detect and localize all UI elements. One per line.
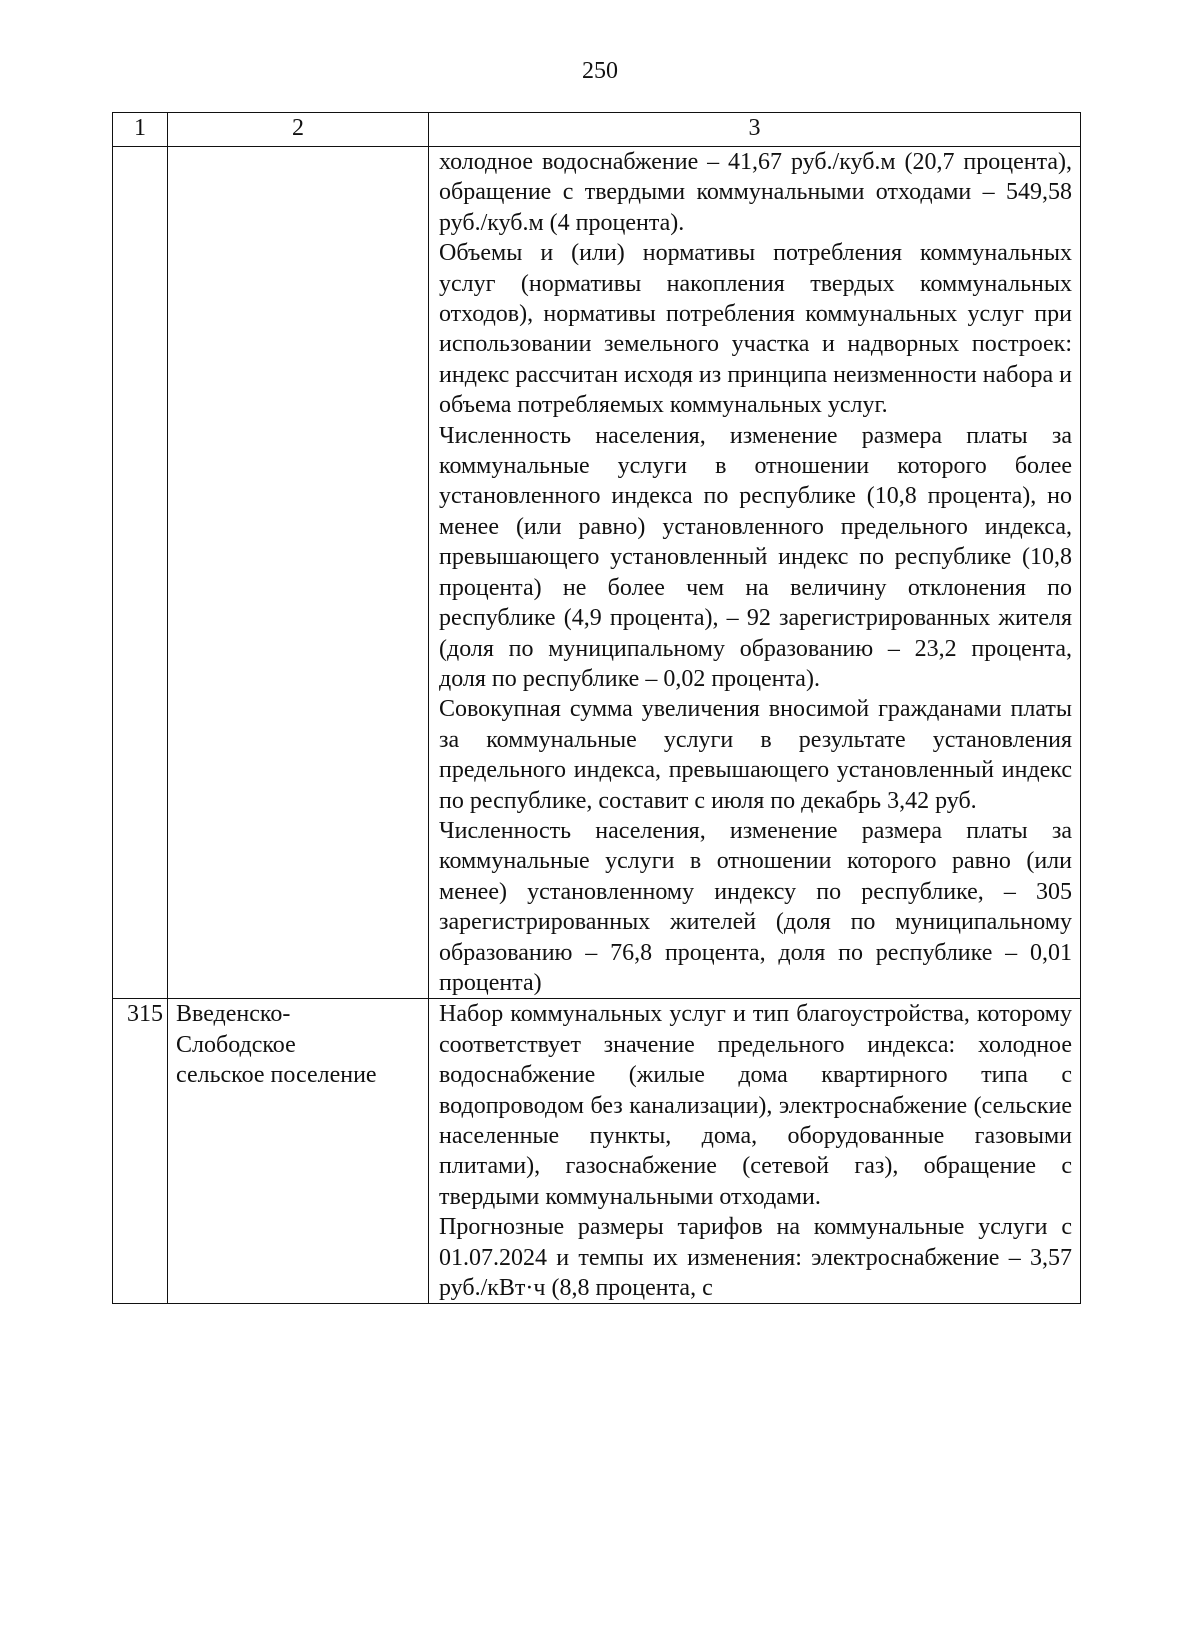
header-col-2: 2 xyxy=(168,113,429,147)
row-number: 315 xyxy=(113,999,168,1304)
tariff-table xyxy=(112,112,1081,1304)
description-paragraph: Прогнозные размеры тарифов на коммунальные услуги с 01.07.2024 и темпы их изменения: электроснабжение – 3,57 руб./кВт·ч (8,8 процента, с xyxy=(439,1214,1072,1302)
header-col-3: 3 xyxy=(429,113,1081,147)
header-col-1: 1 xyxy=(113,113,168,147)
description-paragraph: Набор коммунальных услуг и тип благоустройства, которому соответствует значение предельного индекса: холодное водоснабжение (жилые дома квартирного типа с водопроводом без канализации), электроснабжение (сельские населенные пункты, дома, оборудованные газовыми плитами), газоснабжение (сетевой газ), обращение с твердыми коммунальными отходами. xyxy=(439,1001,1072,1210)
row-description xyxy=(429,999,1081,1304)
page-number: 250 xyxy=(582,58,618,84)
row-number xyxy=(113,147,168,999)
description-paragraph: Совокупная сумма увеличения вносимой гражданами платы за коммунальные услуги в результате установления предельного индекса, превышающего установленный индекс по республике, составит с июля по декабрь 3,42 руб. xyxy=(439,696,1072,814)
row-name xyxy=(168,999,429,1304)
description-paragraph: Численность населения, изменение размера платы за коммунальные услуги в отношении которого равно (или менее) установленному индексу по республике, – 305 зарегистрированных жителей (доля по муниципальному образованию – 76,8 процента, доля по республике – 0,01 процента) xyxy=(439,817,1072,996)
table-row-continuation xyxy=(113,147,1081,999)
municipality-name-line: Введенско- xyxy=(176,1001,291,1028)
table-row-315 xyxy=(113,999,1081,1304)
description-paragraph: холодное водоснабжение – 41,67 руб./куб.м (20,7 процента), обращение с твердыми коммунальными отходами – 549,58 руб./куб.м (4 процента). xyxy=(439,149,1072,236)
table-header-row xyxy=(113,113,1081,147)
municipality-name-line: Слободское xyxy=(176,1031,296,1058)
row-description xyxy=(429,147,1081,999)
municipality-name-line: сельское поселение xyxy=(176,1062,377,1089)
description-paragraph: Численность населения, изменение размера платы за коммунальные услуги в отношении которого более установленного индекса по республике (10,8 процента), но менее (или равно) установленного предельного индекса, превышающего установленный индекс по республике (10,8 процента) не более чем на величину отклонения по республике (4,9 процента), – 92 зарегистрированных жителя (доля по муниципальному образованию – 23,2 процента, доля по республике – 0,02 процента). xyxy=(439,422,1072,692)
description-paragraph: Объемы и (или) нормативы потребления коммунальных услуг (нормативы накопления твердых коммунальных отходов), нормативы потребления коммунальных услуг при использовании земельного участка и надворных построек: индекс рассчитан исходя из принципа неизменности набора и объема потребляемых коммунальных услуг. xyxy=(439,240,1072,419)
row-name xyxy=(168,147,429,999)
